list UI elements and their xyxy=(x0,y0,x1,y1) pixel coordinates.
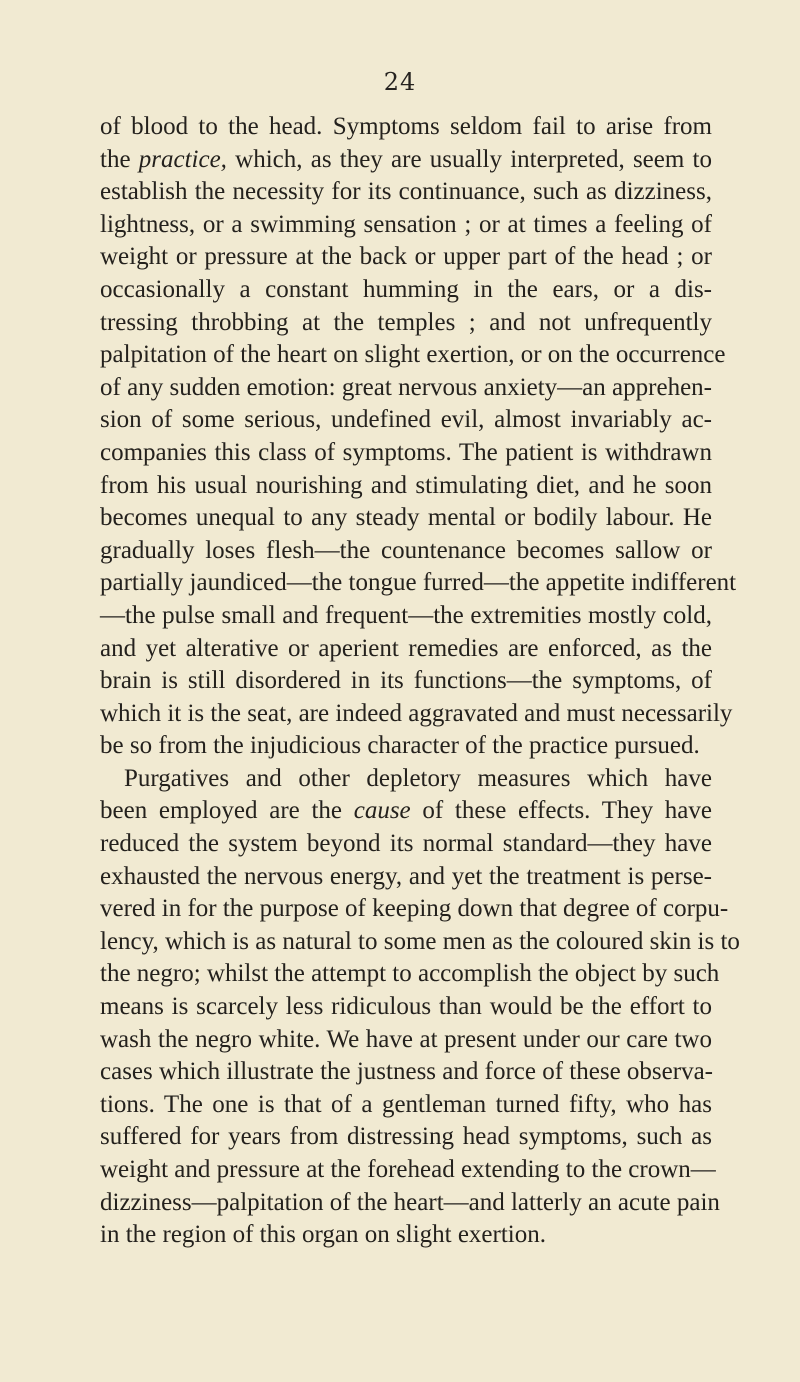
text-line: —the pulse small and frequent—the extremities mostly cold, xyxy=(100,601,712,629)
text-line: weight and pressure at the forehead extending to the crown— xyxy=(100,1156,716,1183)
text-segment: which, as they are usually interpreted, seem to xyxy=(226,145,712,173)
text-line: partially jaundiced—the tongue furred—the appetite indifferent xyxy=(100,569,737,597)
text-line: weight or pressure at the back or upper part of the head ; or xyxy=(100,243,712,271)
text-line xyxy=(100,795,712,828)
text-line: sion of some serious, undefined evil, almost invariably ac- xyxy=(100,406,712,434)
text-line: cases which illustrate the justness and force of these observa- xyxy=(100,1058,713,1086)
text-line: establish the necessity for its continuance, such as dizziness, xyxy=(100,178,712,206)
text-line: lency, which is as natural to some men as the coloured skin is to xyxy=(100,927,740,955)
italic-text: practice, xyxy=(138,145,227,173)
text-line: lightness, or a swimming sensation ; or at times a feeling of xyxy=(100,210,712,238)
text-line: wash the negro white. We have at present under our care two xyxy=(100,1025,712,1053)
italic-text: cause xyxy=(353,797,411,825)
body-text xyxy=(100,111,740,1252)
text-line: tions. The one is that of a gentleman turned fifty, who has xyxy=(100,1090,712,1118)
page-number: 24 xyxy=(383,68,417,96)
text-line: gradually loses flesh—the countenance becomes sallow or xyxy=(100,536,712,564)
text-line: dizziness—palpitation of the heart—and latterly an acute pain xyxy=(100,1188,720,1216)
text-line: in the region of this organ on slight exertion. xyxy=(100,1221,546,1249)
text-line: which it is the seat, are indeed aggravated and must necessarily xyxy=(100,699,733,727)
text-line: from his usual nourishing and stimulating diet, and he soon xyxy=(100,471,712,499)
text-line: reduced the system beyond its normal standard—they have xyxy=(100,830,712,858)
text-line: of any sudden emotion: great nervous anxiety—an apprehen- xyxy=(100,373,712,401)
text-line: exhausted the nervous energy, and yet the treatment is perse- xyxy=(100,862,712,890)
text-line: brain is still disordered in its functions—the symptoms, of xyxy=(100,667,712,695)
text-line: suffered for years from distressing head symptoms, such as xyxy=(100,1123,712,1151)
text-line xyxy=(100,144,712,177)
text-line: of blood to the head. Symptoms seldom fail to arise from xyxy=(100,113,712,140)
text-line: tressing throbbing at the temples ; and not unfrequently xyxy=(100,308,712,336)
text-segment: the xyxy=(100,145,139,173)
text-line: palpitation of the heart on slight exertion, or on the occurrence xyxy=(100,341,726,369)
text-segment: been employed are the xyxy=(100,797,354,825)
text-line: companies this class of symptoms. The patient is withdrawn xyxy=(100,438,712,466)
text-line: Purgatives and other depletory measures which have xyxy=(124,764,712,792)
text-line: becomes unequal to any steady mental or bodily labour. He xyxy=(100,504,712,532)
text-line: occasionally a constant humming in the ears, or a dis- xyxy=(100,275,712,303)
text-line: be so from the injudicious character of the practice pursued. xyxy=(100,732,700,760)
text-segment: of these effects. They have xyxy=(410,797,712,825)
text-line: vered in for the purpose of keeping down that degree of corpu- xyxy=(100,895,729,923)
text-line: and yet alterative or aperient remedies are enforced, as the xyxy=(100,634,712,662)
text-line: the negro; whilst the attempt to accomplish the object by such xyxy=(100,960,720,988)
text-line: means is scarcely less ridiculous than would be the effort to xyxy=(100,993,712,1021)
